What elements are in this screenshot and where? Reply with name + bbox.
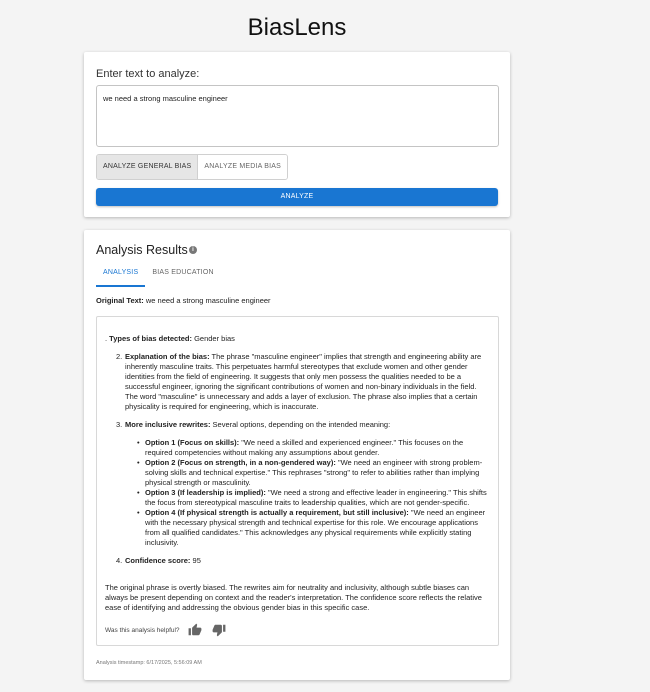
thumbs-up-icon[interactable] [188,623,202,637]
explanation-item [105,352,489,412]
rewrites-label: More inclusive rewrites: [125,420,211,429]
helpful-prompt: Was this analysis helpful? [105,626,180,634]
feedback-row [105,623,236,637]
types-value: Gender bias [194,334,235,343]
rewrite-options [125,438,489,548]
option-3-label: Option 3 (If leadership is implied): [145,488,266,497]
app-title: BiasLens [247,14,347,41]
option-4-label: Option 4 (If physical strength is actually a requirement, but still inclusive): [145,508,409,517]
explanation-label: Explanation of the bias: [125,352,210,361]
original-text [96,296,271,305]
types-label: Types of bias detected: [109,334,192,343]
rewrites-text: Several options, depending on the intended meaning: [212,420,391,429]
original-text-label: Original Text: [96,296,144,305]
analysis-content [96,316,499,646]
rewrites-item [105,420,489,548]
analyze-button[interactable]: ANALYZE [96,188,498,206]
results-title: Analysis Results [96,243,188,257]
confidence-item [105,556,489,566]
rewrite-option-4: • Option 4 (If physical strength is actually a requirement, but still inclusive): "We need an engineer with the necessary physical strength and technical expertise for this role. We encourage applications from all qualified candidates." This acknowledges any physical requirements while explicitly stating inclusivity. [137,508,486,547]
analysis-mode-toggle [96,154,288,180]
tab-bias-education[interactable]: BIAS EDUCATION [152,269,214,276]
text-input[interactable] [96,85,499,147]
option-1-text: "We need a skilled and experienced engineer." This focuses on the required competencies without making any assumptions about gender. [145,438,464,457]
text-input-value: we need a strong masculine engineer [103,94,228,103]
tab-analysis[interactable]: ANALYSIS [96,264,145,287]
explanation-text: The phrase "masculine engineer" implies that strength and engineering ability are inherently masculine traits. This perpetuates harmful stereotypes that exclude women and other gender identities from the field of engineering. It suggests that only men possess the qualities needed to be a successful engineer, ignoring the significant contributions of women and non-binary individuals in the field. The word "masculine" is unnecessary and adds a layer of exclusion. The phrase also implies that a certain physicality is required for engineering, which is inaccurate. [125,352,482,411]
types-detected [105,334,235,344]
analysis-list [105,352,489,574]
option-3-text: "We need a strong and effective leader in engineering." This shifts the focus from stereotypical masculine traits to leadership qualities, which are not gender-specific. [145,488,487,507]
confidence-label: Confidence score: [125,556,191,565]
confidence-value: 95 [192,556,201,565]
types-prefix: . [105,334,110,343]
analysis-timestamp: Analysis timestamp: 6/17/2025, 5:56:09 AM [96,660,202,666]
rewrite-option-3: • Option 3 (If leadership is implied): "We need a strong and effective leader in engineering." This shifts the focus from stereotypical masculine traits to leadership qualities, which are not gender-specific. [137,488,487,507]
option-4-text: "We need an engineer with the necessary physical strength and technical expertise for this role. We encourage applications from all qualified candidates." This acknowledges any physical requirements while explicitly stating inclusivity. [145,508,486,547]
rewrite-option-1: • Option 1 (Focus on skills): "We need a skilled and experienced engineer." This focuses on the required competencies without making any assumptions about gender. [137,438,464,457]
toggle-media-bias[interactable]: ANALYZE MEDIA BIAS [197,155,287,179]
toggle-general-bias[interactable]: ANALYZE GENERAL BIAS [97,155,197,179]
input-label: Enter text to analyze: [96,68,200,80]
rewrite-option-2: • Option 2 (Focus on strength, in a non-gendered way): "We need an engineer with strong problem-solving skills and technical expertise." This rephrases "strong" to refer to abilities rather than implying physical strength or masculinity. [137,458,483,487]
original-text-value: we need a strong masculine engineer [145,296,271,305]
info-icon[interactable]: i [189,246,197,254]
input-card [84,52,510,217]
option-2-label: Option 2 (Focus on strength, in a non-gendered way): [145,458,336,467]
confidence-number: 4. [116,556,123,565]
option-1-label: Option 1 (Focus on skills): [145,438,240,447]
thumbs-down-icon[interactable] [212,623,226,637]
option-2-text: "We need an engineer with strong problem-solving skills and technical expertise." This rephrases "strong" to refer to abilities rather than implying physical strength or masculinity. [145,458,483,487]
summary-text: The original phrase is overtly biased. The rewrites aim for neutrality and inclusivity, although subtle biases can always be present depending on context and the reader's interpretation. The confidence score reflects the relative ease of identifying and addressing the obvious gender bias in this specific case. [105,583,482,612]
rewrites-number: 3. [116,420,123,429]
results-card [84,230,510,680]
results-tabs [96,264,221,287]
explanation-number: 2. [116,352,123,361]
